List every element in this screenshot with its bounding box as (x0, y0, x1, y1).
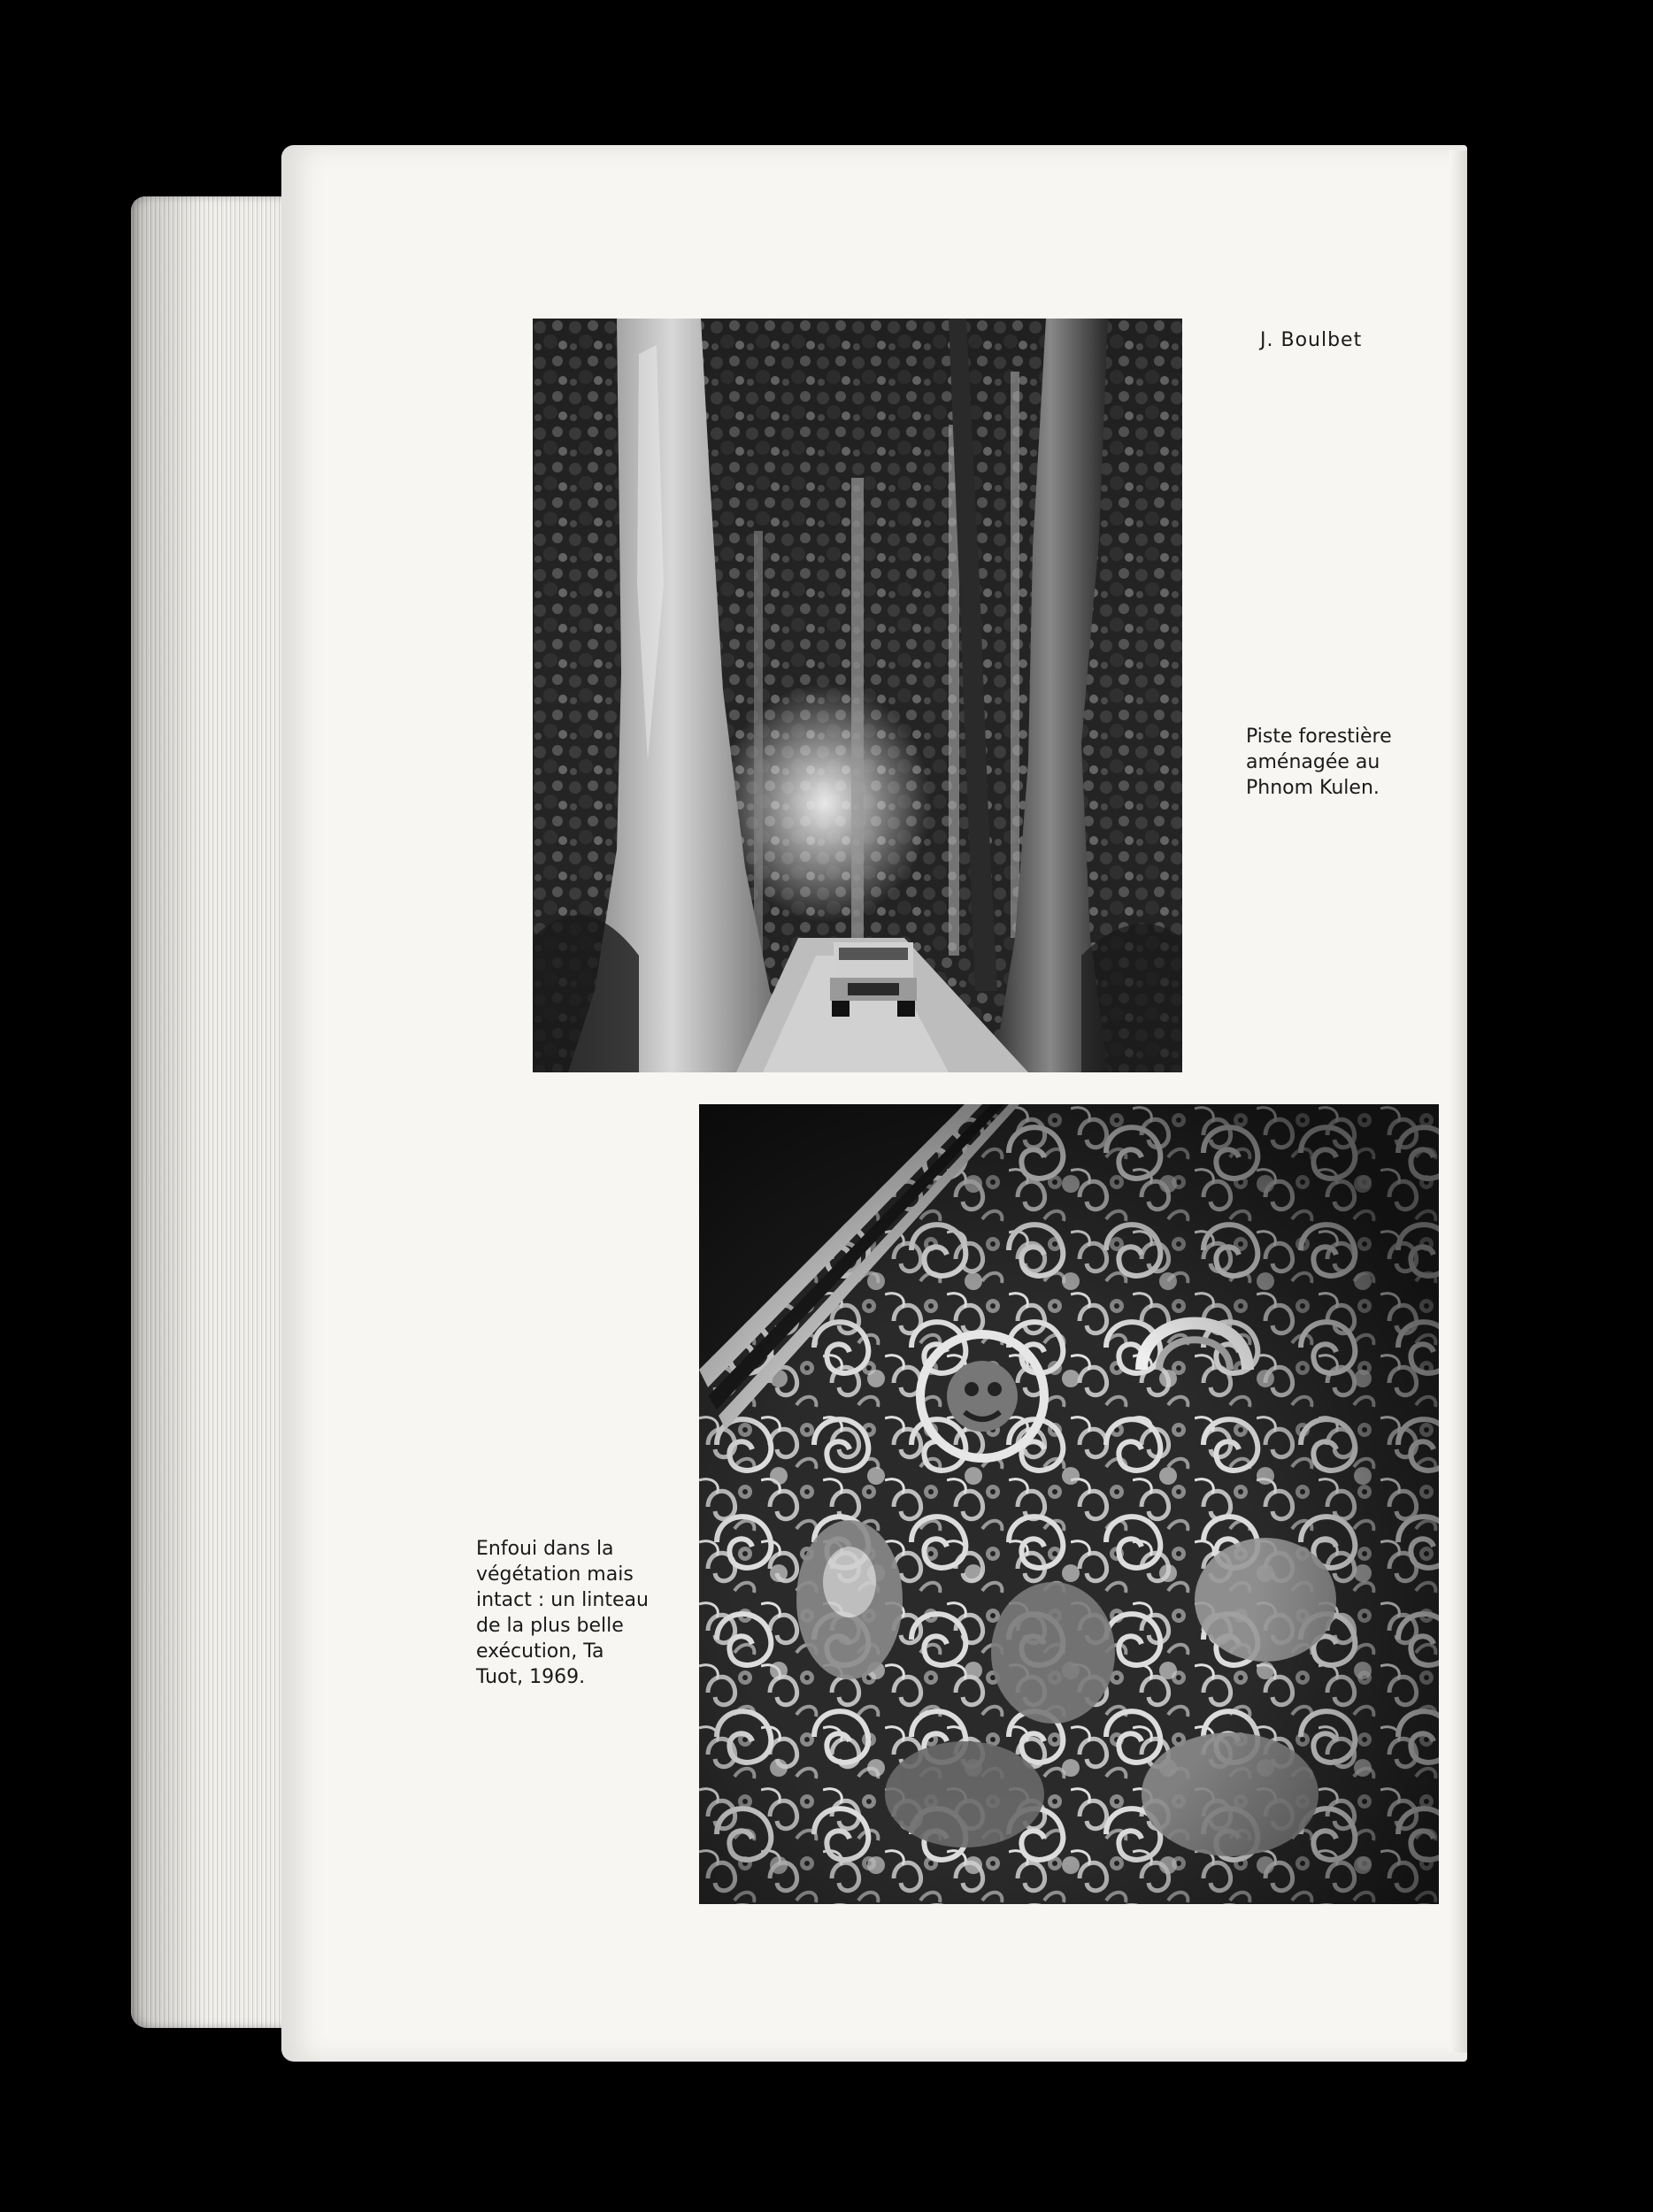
carved-lintel-photo (699, 1104, 1439, 1904)
forest-track-jeep-photo (533, 319, 1182, 1072)
figure-caption-carved-lintel: Enfoui dans la végétation mais intact : un linteau de la plus belle exécution, Ta Tuot, 1969. (476, 1538, 649, 1688)
figure-caption-forest-track: Piste forestière aménagée au Phnom Kulen. (1246, 726, 1392, 799)
photo-credit: J. Boulbet (1260, 329, 1363, 351)
page-gutter-shadow (1449, 150, 1467, 2053)
